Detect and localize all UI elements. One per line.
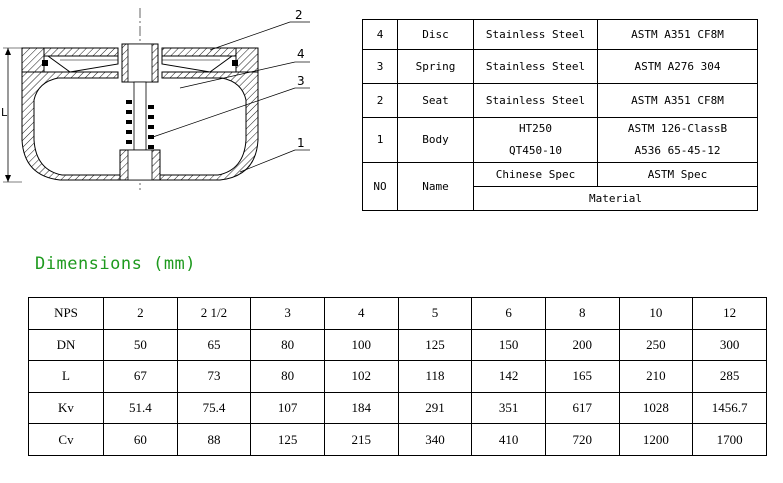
header-material: Material xyxy=(474,187,758,211)
dimension-cell: 10 xyxy=(619,298,693,330)
row-label: Cv xyxy=(29,424,104,456)
dimensions-row xyxy=(29,392,767,424)
dimension-cell: 107 xyxy=(251,392,325,424)
dimension-cell: 6 xyxy=(472,298,546,330)
dimension-cell: 210 xyxy=(619,361,693,393)
material-table xyxy=(362,19,758,211)
dimension-cell: 165 xyxy=(545,361,619,393)
chinese-spec: Stainless Steel xyxy=(474,50,598,84)
dimensions-row xyxy=(29,424,767,456)
part-name: Seat xyxy=(398,84,474,118)
dimension-cell: 250 xyxy=(619,329,693,361)
dimensions-table xyxy=(28,297,767,456)
astm-spec xyxy=(598,118,758,163)
astm-spec-line: ASTM 126-ClassB xyxy=(627,122,728,135)
row-label: NPS xyxy=(29,298,104,330)
callout-2: 2 xyxy=(295,8,303,22)
valve-cross-section-drawing xyxy=(0,0,360,205)
dimension-cell: 118 xyxy=(398,361,472,393)
part-no: 1 xyxy=(363,118,398,163)
dimension-cell: 75.4 xyxy=(177,392,251,424)
dimension-cell: 215 xyxy=(324,424,398,456)
dimensions-title: Dimensions (mm) xyxy=(35,254,197,274)
dimension-cell: 88 xyxy=(177,424,251,456)
dimension-cell: 720 xyxy=(545,424,619,456)
dimension-cell: 50 xyxy=(104,329,178,361)
dimension-cell: 291 xyxy=(398,392,472,424)
material-row xyxy=(363,118,758,163)
astm-spec: ASTM A351 CF8M xyxy=(598,84,758,118)
chinese-spec xyxy=(474,118,598,163)
dimensions-row xyxy=(29,298,767,330)
part-name: Disc xyxy=(398,20,474,50)
astm-spec-line: A536 65-45-12 xyxy=(634,144,721,157)
dimensions-row xyxy=(29,361,767,393)
dimension-cell: 12 xyxy=(693,298,767,330)
row-label: L xyxy=(29,361,104,393)
chinese-spec: Stainless Steel xyxy=(474,20,598,50)
callout-1: 1 xyxy=(297,136,305,150)
dimension-cell: 184 xyxy=(324,392,398,424)
dimension-cell: 300 xyxy=(693,329,767,361)
dimension-cell: 80 xyxy=(251,329,325,361)
dimension-cell: 351 xyxy=(472,392,546,424)
dimension-cell: 285 xyxy=(693,361,767,393)
material-row xyxy=(363,20,758,50)
dimension-cell: 65 xyxy=(177,329,251,361)
material-row xyxy=(363,84,758,118)
header-chinese-spec: Chinese Spec xyxy=(474,163,598,187)
dimension-cell: 200 xyxy=(545,329,619,361)
dimension-cell: 100 xyxy=(324,329,398,361)
dimension-cell: 3 xyxy=(251,298,325,330)
dimension-cell: 2 1/2 xyxy=(177,298,251,330)
dimension-cell: 80 xyxy=(251,361,325,393)
part-no: 3 xyxy=(363,50,398,84)
part-name: Body xyxy=(398,118,474,163)
part-no: 4 xyxy=(363,20,398,50)
astm-spec: ASTM A351 CF8M xyxy=(598,20,758,50)
dimension-cell: 150 xyxy=(472,329,546,361)
dimension-cell: 142 xyxy=(472,361,546,393)
callout-3: 3 xyxy=(297,74,305,88)
dimension-cell: 60 xyxy=(104,424,178,456)
dimension-cell: 125 xyxy=(398,329,472,361)
chinese-spec-line: HT250 xyxy=(518,122,553,135)
dimension-cell: 125 xyxy=(251,424,325,456)
dimension-cell: 1700 xyxy=(693,424,767,456)
callout-4: 4 xyxy=(297,47,305,61)
dimension-cell: 8 xyxy=(545,298,619,330)
dimension-cell: 617 xyxy=(545,392,619,424)
dimension-cell: 1456.7 xyxy=(693,392,767,424)
dimension-label: L xyxy=(1,106,8,119)
dimension-cell: 1028 xyxy=(619,392,693,424)
dimension-cell: 340 xyxy=(398,424,472,456)
chinese-spec: Stainless Steel xyxy=(474,84,598,118)
dimension-cell: 73 xyxy=(177,361,251,393)
header-astm-spec: ASTM Spec xyxy=(598,163,758,187)
part-no: 2 xyxy=(363,84,398,118)
dimension-cell: 4 xyxy=(324,298,398,330)
astm-spec: ASTM A276 304 xyxy=(598,50,758,84)
dimension-cell: 5 xyxy=(398,298,472,330)
dimension-cell: 67 xyxy=(104,361,178,393)
dimension-cell: 1200 xyxy=(619,424,693,456)
material-header-row xyxy=(363,163,758,187)
material-row xyxy=(363,50,758,84)
row-label: Kv xyxy=(29,392,104,424)
dimension-cell: 102 xyxy=(324,361,398,393)
chinese-spec-line: QT450-10 xyxy=(509,144,562,157)
header-name: Name xyxy=(398,163,474,211)
part-name: Spring xyxy=(398,50,474,84)
dimension-cell: 51.4 xyxy=(104,392,178,424)
header-no: NO xyxy=(363,163,398,211)
dimensions-row xyxy=(29,329,767,361)
row-label: DN xyxy=(29,329,104,361)
dimension-cell: 410 xyxy=(472,424,546,456)
dimension-cell: 2 xyxy=(104,298,178,330)
